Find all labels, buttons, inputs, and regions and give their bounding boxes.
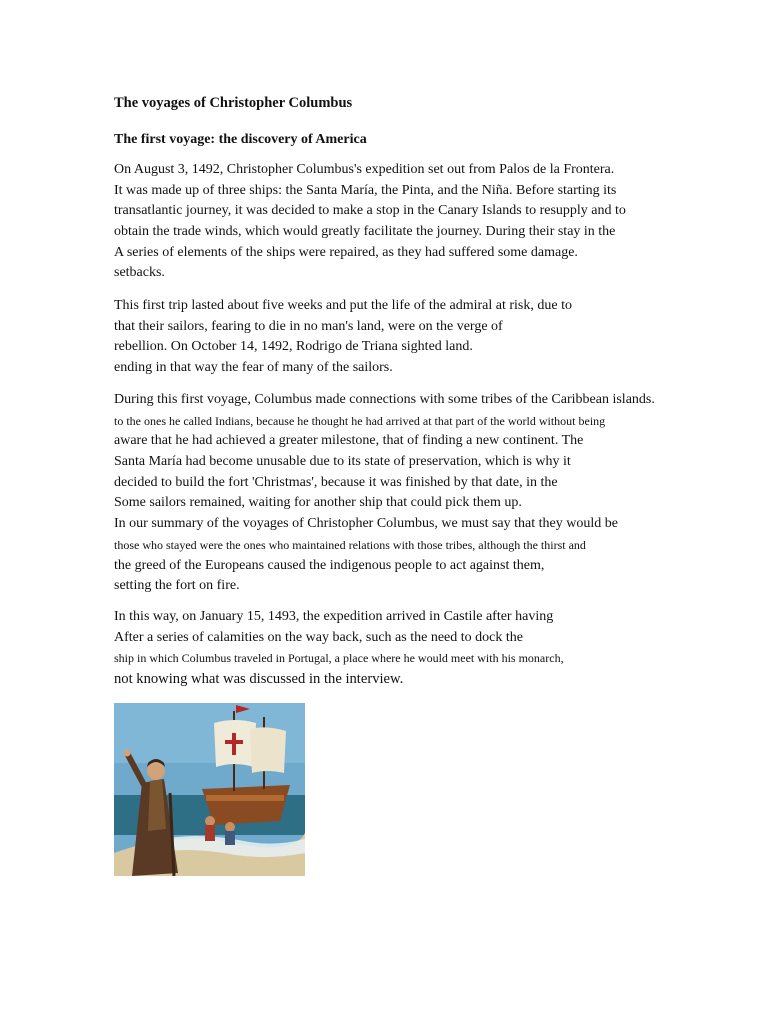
- text-line: Santa María had become unusable due to its state of preservation, which is why it: [114, 454, 571, 470]
- text-line: During this first voyage, Columbus made connections with some tribes of the Caribbean islands.: [114, 392, 655, 407]
- text-line: setbacks.: [114, 265, 165, 281]
- ship-hull: [202, 785, 290, 825]
- text-line: rebellion. On October 14, 1492, Rodrigo de Triana sighted land.: [114, 339, 473, 355]
- illustration-canvas: [114, 703, 305, 876]
- text-line: not knowing what was discussed in the interview.: [114, 671, 404, 688]
- text-line: After a series of calamities on the way back, such as the need to dock the: [114, 629, 523, 645]
- cross-icon: [225, 740, 243, 744]
- text-line: those who stayed were the ones who maintained relations with those tribes, although the thirst and: [114, 537, 586, 552]
- document-title: The voyages of Christopher Columbus: [114, 95, 353, 111]
- paragraph-4: [114, 607, 754, 690]
- text-line: On August 3, 1492, Christopher Columbus's expedition set out from Palos de la Frontera.: [114, 162, 615, 177]
- text-line: obtain the trade winds, which would greatly facilitate the journey. During their stay in the: [114, 224, 616, 240]
- sailor-figure: [225, 831, 235, 845]
- columbus-head: [147, 762, 165, 780]
- section-heading: The first voyage: the discovery of America: [114, 132, 367, 147]
- columbus-landing-illustration: [114, 703, 305, 876]
- text-line: A series of elements of the ships were repaired, as they had suffered some damage.: [114, 244, 578, 260]
- ship-rail: [206, 795, 284, 801]
- text-line: In our summary of the voyages of Christopher Columbus, we must say that they would be: [114, 516, 618, 532]
- text-line: that their sailors, fearing to die in no man's land, were on the verge of: [114, 318, 503, 334]
- sailor-figure: [225, 822, 235, 832]
- sailor-figure: [205, 816, 215, 826]
- columbus-hand: [124, 750, 131, 757]
- text-line: It was made up of three ships: the Santa María, the Pinta, and the Niña. Before starting its: [114, 182, 617, 198]
- text-line: decided to build the fort 'Christmas', because it was finished by that date, in the: [114, 474, 558, 490]
- text-line: Some sailors remained, waiting for another ship that could pick them up.: [114, 495, 522, 511]
- text-line: to the ones he called Indians, because he thought he had arrived at that part of the world without being: [114, 413, 606, 428]
- ship-sail: [250, 727, 286, 773]
- sailor-figure: [205, 825, 215, 841]
- text-line: setting the fort on fire.: [114, 578, 240, 594]
- paragraph-2: [114, 296, 754, 379]
- paragraph-3: [114, 390, 754, 597]
- text-line: ending in that way the fear of many of the sailors.: [114, 360, 393, 376]
- text-line: This first trip lasted about five weeks and put the life of the admiral at risk, due to: [114, 298, 572, 313]
- paragraph-1: [114, 160, 754, 284]
- text-line: aware that he had achieved a greater milestone, that of finding a new continent. The: [114, 433, 584, 449]
- text-line: In this way, on January 15, 1493, the expedition arrived in Castile after having: [114, 609, 554, 624]
- text-line: transatlantic journey, it was decided to make a stop in the Canary Islands to resupply and to: [114, 203, 626, 219]
- text-line: ship in which Columbus traveled in Portugal, a place where he would meet with his monarch,: [114, 651, 564, 666]
- text-line: the greed of the Europeans caused the indigenous people to act against them,: [114, 557, 545, 573]
